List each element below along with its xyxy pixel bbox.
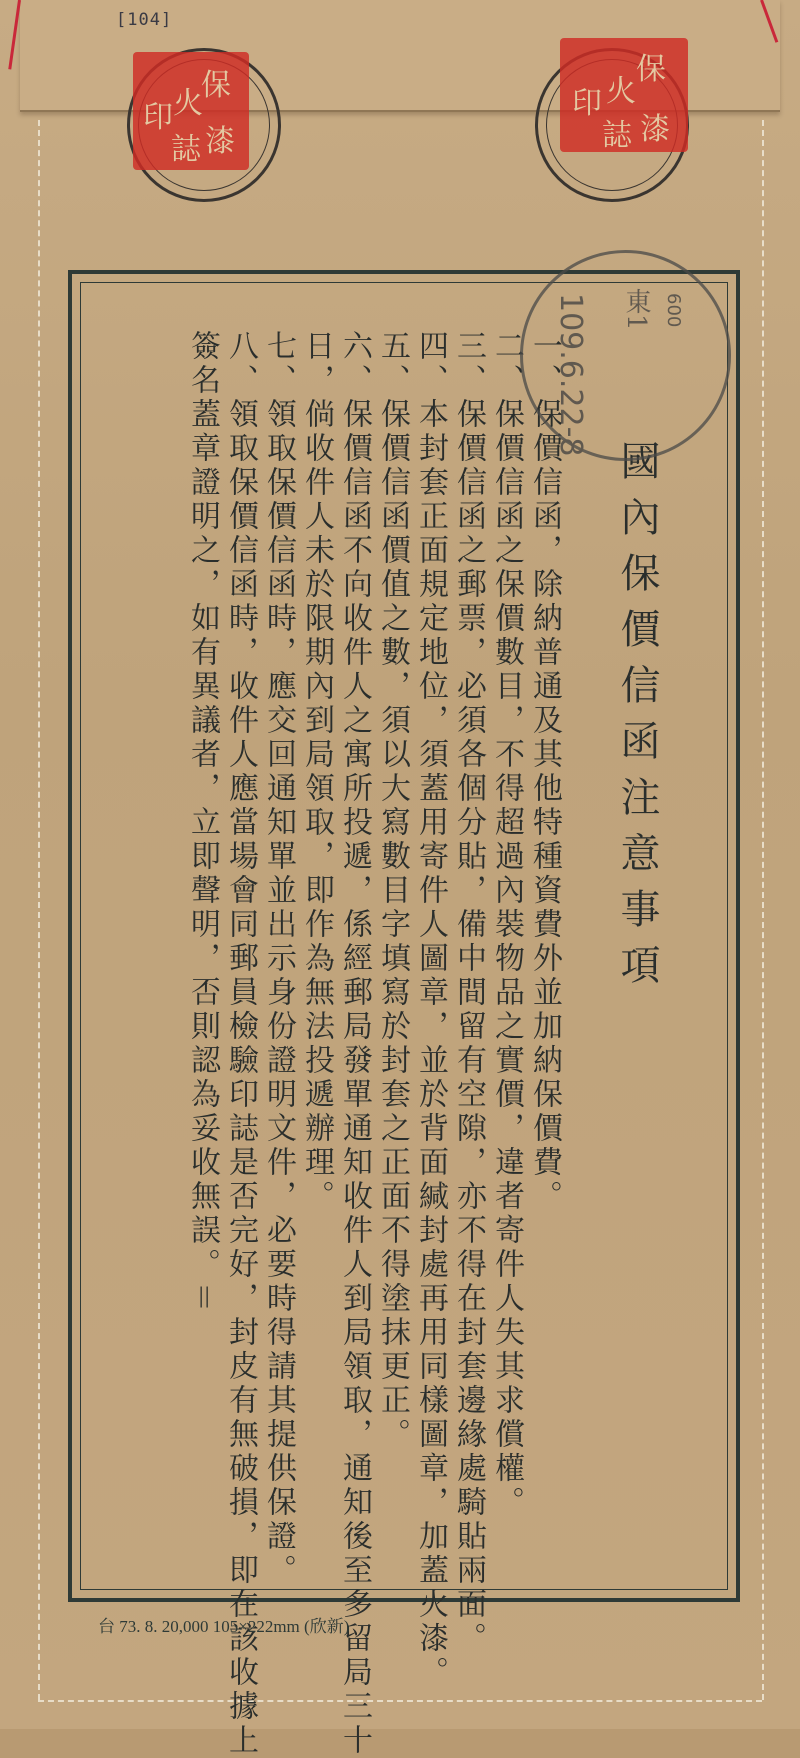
stitch-left — [38, 120, 40, 1700]
postmark-number: 600 — [663, 293, 684, 328]
page-title: 國內保價信函注意事項 — [614, 440, 660, 1000]
instruction-item-5: 五、保價信函價值之數，須以大寫數目字填寫於封套之正面不得塗抹更正。 — [375, 330, 410, 1452]
stitch-bottom — [38, 1700, 762, 1702]
seal-char: 火 — [606, 74, 636, 109]
seal-char: 保 — [636, 52, 666, 87]
instruction-item-1: 一、保價信函，除納普通及其他特種資費外並加納保價費。 — [527, 330, 562, 1214]
print-info: 台 73. 8. 20,000 105×222mm (欣新) — [98, 1617, 350, 1636]
instruction-item-3: 三、保價信函之郵票，必須各個分貼，備中間留有空隙，亦不得在封套邊緣處騎貼兩面。 — [451, 330, 486, 1656]
seal-char: 保 — [201, 68, 231, 103]
postmark-office: 東1 — [621, 288, 651, 331]
seal-char: 誌 — [171, 132, 201, 167]
seal-char: 誌 — [602, 118, 632, 153]
seal-char: 印 — [572, 86, 602, 121]
instruction-item-2: 二、保價信函之保價數目，不得超過內裝物品之實價，違者寄件人失其求償權。 — [489, 330, 524, 1520]
seal-char: 印 — [143, 100, 173, 135]
instruction-item-6-cont: 日，倘收件人未於限期內到局領取，即作為無法投遞辦理。 — [299, 330, 334, 1214]
seal-char: 漆 — [640, 112, 670, 147]
postmark-date: 109.6.22-8 — [553, 293, 588, 457]
instruction-item-6: 六、保價信函不向收件人之寓所投遞，係經郵局發單通知收件人到局領取，通知後至多留局三十 — [337, 330, 372, 1758]
wax-seal-stamp-left — [133, 52, 249, 170]
postmark — [520, 250, 731, 461]
wax-seal-stamp-right — [560, 38, 688, 152]
instruction-item-8-cont: 簽名蓋章證明之，如有異議者，立即聲明，否則認為妥收無誤。＝ — [185, 330, 220, 1316]
seal-char: 漆 — [205, 124, 235, 159]
seal-char: 火 — [173, 86, 203, 121]
stitch-right — [762, 120, 764, 1700]
serial-number: [104] — [116, 10, 173, 30]
instruction-item-8: 八、領取保價信函時，收件人應當場會同郵員檢驗印誌是否完好，封皮有無破損，即在該收據上 — [223, 330, 258, 1758]
instruction-item-7: 七、領取保價信函時，應交回通知單並出示身份證明文件，必要時得請其提供保證。 — [261, 330, 296, 1588]
instruction-item-4: 四、本封套正面規定地位，須蓋用寄件人圖章，並於背面緘封處再用同樣圖章，加蓋火漆。 — [413, 330, 448, 1690]
